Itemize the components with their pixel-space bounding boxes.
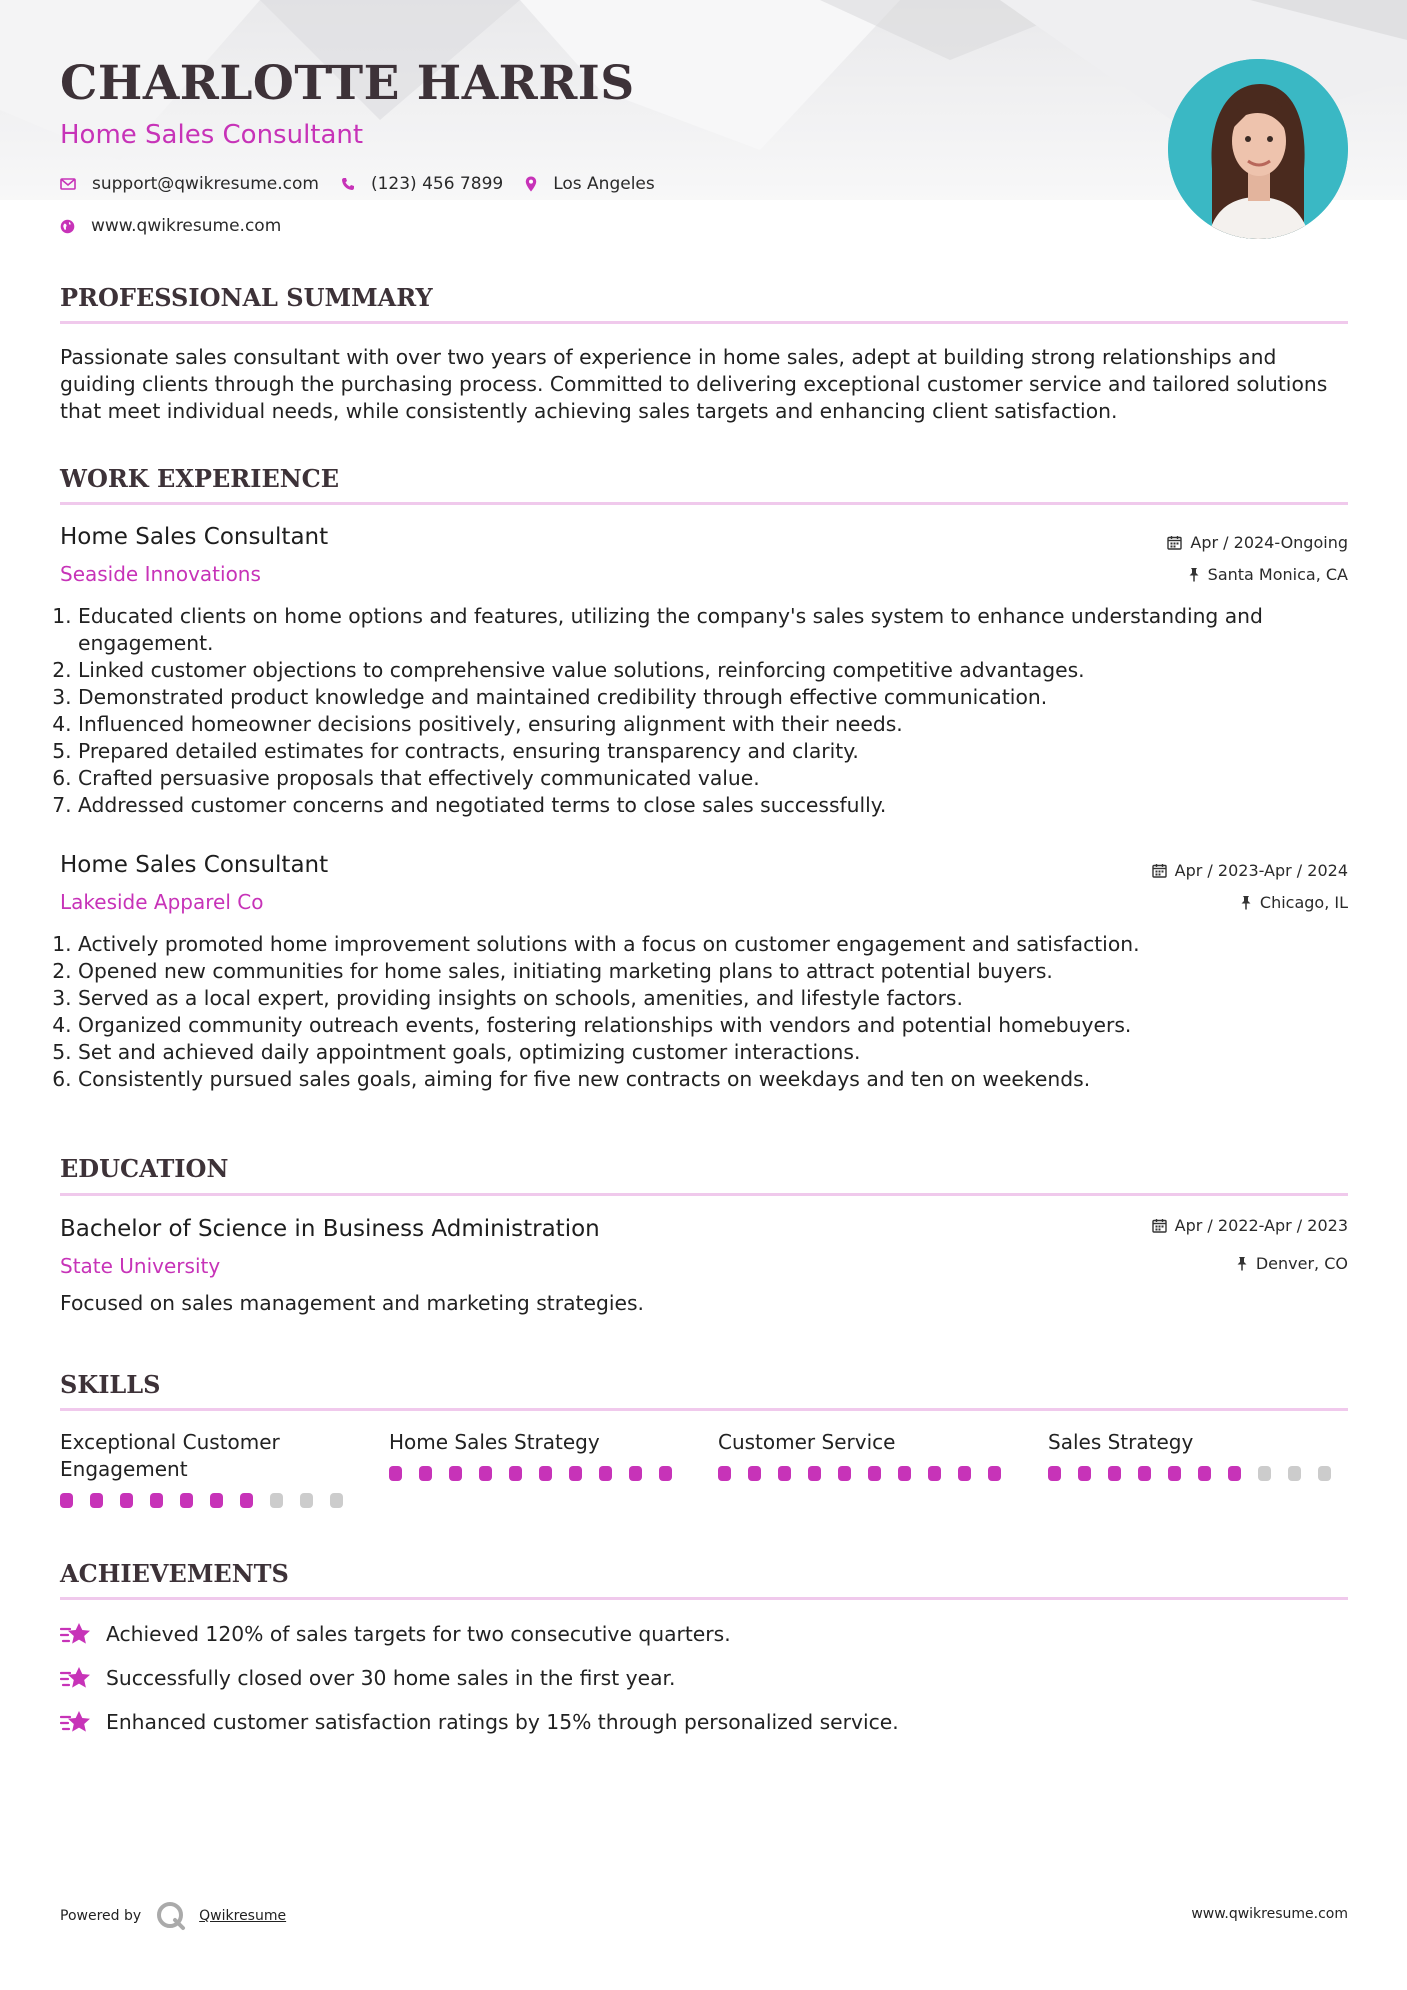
avatar (1168, 59, 1348, 239)
skill-rating (389, 1466, 689, 1481)
job-bullets (60, 931, 1366, 1093)
education-location (1236, 1254, 1348, 1273)
rating-dot-filled (90, 1493, 103, 1508)
list-item: 4. Organized community outreach events, fostering relationships with vendors and potential homebuyers. (78, 1012, 1366, 1039)
school-name: State University (60, 1254, 221, 1278)
rating-dot-filled (509, 1466, 522, 1481)
rating-dot-filled (599, 1466, 612, 1481)
calendar-icon (1152, 1218, 1167, 1233)
location-text: Santa Monica, CA (1207, 565, 1348, 584)
rating-dot-filled (868, 1466, 881, 1481)
skill-item (718, 1429, 1018, 1481)
achievement-text: Enhanced customer satisfaction ratings by 15% through personalized service. (106, 1710, 899, 1734)
rating-dot-filled (958, 1466, 971, 1481)
contact-website[interactable] (60, 216, 281, 236)
shooting-star-icon (60, 1664, 92, 1692)
skill-rating (718, 1466, 1018, 1481)
calendar-icon (1167, 535, 1182, 550)
job-dates (1152, 861, 1348, 880)
footer-website[interactable]: www.qwikresume.com (1191, 1906, 1348, 1922)
email-text: support@qwikresume.com (92, 174, 319, 194)
rating-dot-empty (270, 1493, 283, 1508)
qwikresume-logo-icon (155, 1900, 187, 1932)
rating-dot-filled (210, 1493, 223, 1508)
dates-text: Apr / 2024-Ongoing (1190, 533, 1348, 552)
rating-dot-filled (389, 1466, 402, 1481)
experience-heading: WORK EXPERIENCE (60, 464, 340, 493)
list-item: 4. Influenced homeowner decisions positively, ensuring alignment with their needs. (78, 711, 1366, 738)
phone-text: (123) 456 7899 (370, 174, 504, 194)
section-divider (60, 1193, 1348, 1196)
envelope-icon (60, 178, 76, 190)
rating-dot-filled (240, 1493, 253, 1508)
contact-location (525, 174, 655, 194)
list-item: 1. Educated clients on home options and features, utilizing the company's sales system to enhance understanding and engagement. (78, 603, 1366, 657)
list-item: 6. Consistently pursued sales goals, aiming for five new contracts on weekdays and ten on weekends. (78, 1066, 1366, 1093)
dates-text: Apr / 2023-Apr / 2024 (1174, 861, 1348, 880)
rating-dot-filled (1078, 1466, 1091, 1481)
contact-phone[interactable] (341, 174, 503, 194)
achievement-item (60, 1620, 731, 1648)
skill-name: Sales Strategy (1048, 1430, 1194, 1454)
shooting-star-icon (60, 1708, 92, 1736)
rating-dot-filled (419, 1466, 432, 1481)
rating-dot-filled (569, 1466, 582, 1481)
rating-dot-filled (1048, 1466, 1061, 1481)
list-item: 3. Demonstrated product knowledge and maintained credibility through effective communication. (78, 684, 1366, 711)
summary-text: Passionate sales consultant with over two years of experience in home sales, adept at building strong relationships and guiding clients through the purchasing process. Committed to delivering exceptional customer service and tailored solutions that meet individual needs, while consistently achieving sales targets and enhancing client satisfaction. (60, 345, 1328, 423)
list-item: 2. Opened new communities for home sales, initiating marketing plans to attract potential buyers. (78, 958, 1366, 985)
rating-dot-filled (180, 1493, 193, 1508)
list-item: 6. Crafted persuasive proposals that effectively communicated value. (78, 765, 1366, 792)
list-item: 3. Served as a local expert, providing insights on schools, amenities, and lifestyle factors. (78, 985, 1366, 1012)
list-item: 5. Set and achieved daily appointment goals, optimizing customer interactions. (78, 1039, 1366, 1066)
list-item: 5. Prepared detailed estimates for contracts, ensuring transparency and clarity. (78, 738, 1366, 765)
map-pin-icon (525, 176, 537, 192)
section-divider (60, 1597, 1348, 1600)
education-description: Focused on sales management and marketing strategies. (60, 1291, 644, 1315)
rating-dot-empty (1318, 1466, 1331, 1481)
job-title: Home Sales Consultant (60, 852, 329, 878)
section-divider (60, 502, 1348, 505)
rating-dot-empty (330, 1493, 343, 1508)
summary-heading: PROFESSIONAL SUMMARY (60, 283, 433, 312)
degree-title: Bachelor of Science in Business Administration (60, 1216, 600, 1242)
section-divider (60, 1408, 1348, 1411)
skill-name: Customer Service (718, 1430, 896, 1454)
location-text: Los Angeles (553, 174, 655, 194)
rating-dot-filled (778, 1466, 791, 1481)
company-name: Seaside Innovations (60, 562, 261, 586)
achievement-item (60, 1664, 675, 1692)
footer-powered-by (60, 1900, 286, 1932)
job-location (1188, 565, 1348, 584)
brand-link[interactable]: Qwikresume (199, 1908, 287, 1924)
contact-email[interactable] (60, 174, 319, 194)
rating-dot-filled (449, 1466, 462, 1481)
rating-dot-filled (988, 1466, 1001, 1481)
list-item: 7. Addressed customer concerns and negotiated terms to close sales successfully. (78, 792, 1366, 819)
achievement-text: Successfully closed over 30 home sales in the first year. (106, 1666, 676, 1690)
pushpin-icon (1188, 567, 1200, 582)
rating-dot-empty (300, 1493, 313, 1508)
list-item: 1. Actively promoted home improvement solutions with a focus on customer engagement and satisfaction. (78, 931, 1366, 958)
job-dates (1167, 533, 1348, 552)
rating-dot-filled (1138, 1466, 1151, 1481)
website-text: www.qwikresume.com (91, 216, 282, 236)
profile-photo (1168, 59, 1348, 239)
rating-dot-empty (1288, 1466, 1301, 1481)
pushpin-icon (1240, 895, 1252, 910)
contact-row (60, 174, 677, 194)
skill-item (1048, 1429, 1348, 1481)
education-dates (1152, 1216, 1348, 1235)
skill-name: Exceptional Customer Engagement (60, 1430, 280, 1481)
rating-dot-filled (539, 1466, 552, 1481)
rating-dot-filled (718, 1466, 731, 1481)
pushpin-icon (1236, 1256, 1248, 1271)
location-text: Denver, CO (1255, 1254, 1348, 1273)
rating-dot-filled (1168, 1466, 1181, 1481)
rating-dot-filled (629, 1466, 642, 1481)
company-name: Lakeside Apparel Co (60, 890, 264, 914)
job-title: Home Sales Consultant (60, 524, 329, 550)
dates-text: Apr / 2022-Apr / 2023 (1174, 1216, 1348, 1235)
skill-item (60, 1429, 360, 1508)
skills-heading: SKILLS (60, 1370, 161, 1399)
rating-dot-filled (838, 1466, 851, 1481)
rating-dot-filled (808, 1466, 821, 1481)
candidate-name: CHARLOTTE HARRIS (60, 56, 635, 111)
job-bullets (60, 603, 1366, 819)
powered-by-label: Powered by (60, 1908, 142, 1924)
skill-rating (60, 1493, 360, 1508)
shooting-star-icon (60, 1620, 92, 1648)
calendar-icon (1152, 863, 1167, 878)
candidate-title: Home Sales Consultant (60, 120, 364, 150)
achievement-item (60, 1708, 899, 1736)
rating-dot-filled (479, 1466, 492, 1481)
achievement-text: Achieved 120% of sales targets for two consecutive quarters. (106, 1622, 731, 1646)
phone-icon (341, 177, 355, 191)
rating-dot-filled (928, 1466, 941, 1481)
rating-dot-filled (898, 1466, 911, 1481)
achievements-heading: ACHIEVEMENTS (60, 1559, 289, 1588)
job-location (1240, 893, 1348, 912)
rating-dot-filled (659, 1466, 672, 1481)
rating-dot-filled (1198, 1466, 1211, 1481)
skill-rating (1048, 1466, 1348, 1481)
skill-item (389, 1429, 689, 1481)
rating-dot-filled (1228, 1466, 1241, 1481)
section-divider (60, 321, 1348, 324)
location-text: Chicago, IL (1259, 893, 1348, 912)
rating-dot-filled (150, 1493, 163, 1508)
education-heading: EDUCATION (60, 1154, 229, 1183)
website-row (60, 216, 303, 236)
rating-dot-filled (748, 1466, 761, 1481)
rating-dot-filled (60, 1493, 73, 1508)
rating-dot-filled (1108, 1466, 1121, 1481)
skill-name: Home Sales Strategy (389, 1430, 600, 1454)
rating-dot-empty (1258, 1466, 1271, 1481)
rating-dot-filled (120, 1493, 133, 1508)
globe-icon (60, 219, 75, 234)
list-item: 2. Linked customer objections to comprehensive value solutions, reinforcing competitive advantages. (78, 657, 1366, 684)
